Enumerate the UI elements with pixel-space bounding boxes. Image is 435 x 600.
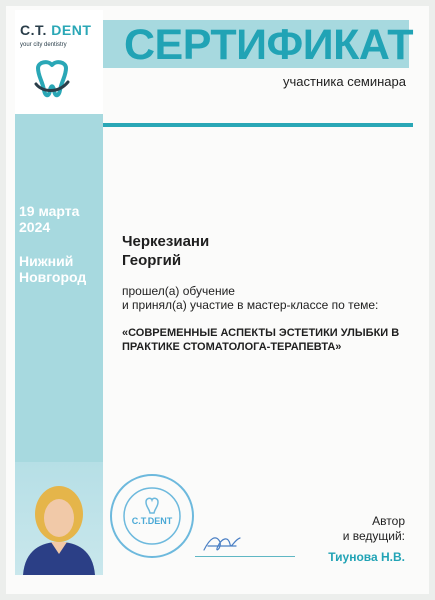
signature-icon <box>200 528 250 558</box>
event-city-line1: Нижний <box>19 253 74 269</box>
author-label-line2: и ведущий: <box>342 529 405 543</box>
body-text-line1: прошел(а) обучение <box>122 284 235 298</box>
brand-name-part2: DENT <box>51 22 92 38</box>
author-name: Тиунова Н.В. <box>328 550 405 564</box>
certificate-subtitle: участника семинара <box>282 74 406 89</box>
stamp-center-text: C.T.DENT <box>131 516 173 526</box>
event-city <box>19 253 101 285</box>
certificate-title: СЕРТИФИКАТ <box>124 21 414 69</box>
seminar-topic: «СОВРЕМЕННЫЕ АСПЕКТЫ ЭСТЕТИКИ УЛЫБКИ В ПРАКТИКЕ СТОМАТОЛОГА-ТЕРАПЕВТА» <box>122 327 400 353</box>
seal-stamp-icon <box>108 472 196 560</box>
author-label-line1: Автор <box>372 514 405 528</box>
event-city-line2: Новгород <box>19 269 87 285</box>
body-text-line2: и принял(а) участие в мастер-классе по теме: <box>122 298 379 312</box>
brand-logo-text <box>20 22 100 38</box>
event-date-line2: 2024 <box>19 219 51 235</box>
brand-tagline: your city dentistry <box>20 42 67 48</box>
tooth-logo-icon <box>28 56 76 104</box>
header-divider <box>103 123 413 127</box>
participant-surname: Черкезиани <box>122 233 210 250</box>
author-photo <box>15 462 103 575</box>
participant-first-name: Георгий <box>122 252 182 269</box>
event-date-line1: 19 марта <box>19 203 80 219</box>
participant-name <box>122 232 402 270</box>
event-date <box>19 203 101 235</box>
author-portrait-image <box>15 462 103 575</box>
brand-name-part1: C.T. <box>20 22 47 38</box>
author-label <box>343 514 405 544</box>
signature-line <box>195 556 295 557</box>
